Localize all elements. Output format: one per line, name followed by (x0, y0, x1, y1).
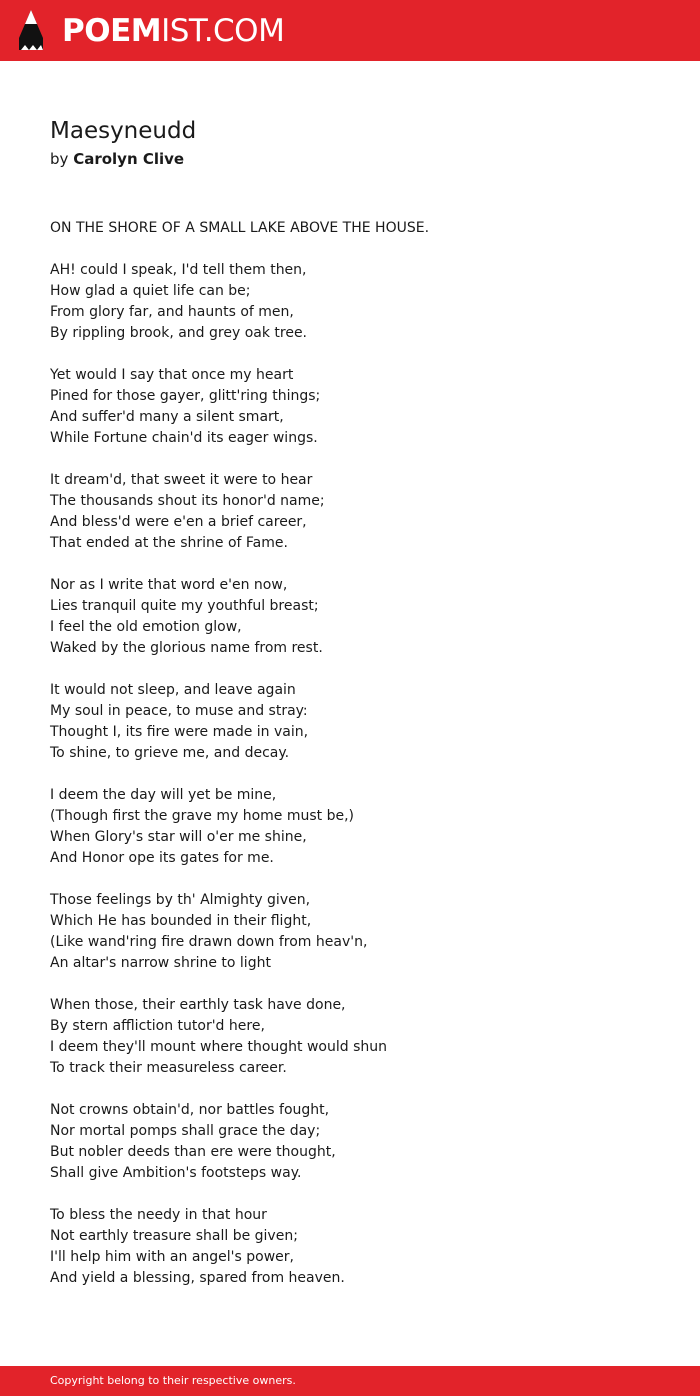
poem-line: Yet would I say that once my heart (50, 367, 294, 383)
logo-bold: POEM (62, 13, 162, 49)
stanza (50, 1205, 650, 1289)
poem-line: By rippling brook, and grey oak tree. (50, 325, 308, 341)
stanza (50, 890, 650, 974)
poem-line: Not earthly treasure shall be given; (50, 1228, 298, 1244)
copyright-notice: Copyright belong to their respective owners. (50, 1374, 296, 1387)
poem-title: Maesyneudd (50, 118, 197, 144)
poem-line: And suffer'd many a silent smart, (50, 409, 284, 425)
poem-line: I feel the old emotion glow, (50, 619, 242, 635)
poem-line: Nor as I write that word e'en now, (50, 577, 288, 593)
poem-line: By stern affliction tutor'd here, (50, 1018, 265, 1034)
stanza (50, 1100, 650, 1184)
poem-line: Pined for those gayer, glitt'ring things; (50, 388, 321, 404)
byline (50, 148, 184, 170)
poem-line: (Though first the grave my home must be,) (50, 808, 355, 824)
poem-line: Waked by the glorious name from rest. (50, 640, 323, 656)
poem-line: Lies tranquil quite my youthful breast; (50, 598, 319, 614)
poem-line: I'll help him with an angel's power, (50, 1249, 294, 1265)
poem-line: Which He has bounded in their flight, (50, 913, 312, 929)
poem-line: (Like wand'ring fire drawn down from heav'n, (50, 934, 368, 950)
poem-line: When those, their earthly task have done, (50, 997, 346, 1013)
poem-line: And yield a blessing, spared from heaven. (50, 1270, 345, 1286)
poem-line: How glad a quiet life can be; (50, 283, 251, 299)
poem-line: That ended at the shrine of Fame. (50, 535, 288, 551)
poem-subtitle: ON THE SHORE OF A SMALL LAKE ABOVE THE HOUSE. (50, 220, 430, 236)
stanza (50, 470, 650, 554)
poem-line: It would not sleep, and leave again (50, 682, 296, 698)
poem-line: Nor mortal pomps shall grace the day; (50, 1123, 321, 1139)
poem-line: It dream'd, that sweet it were to hear (50, 472, 313, 488)
stanza (50, 575, 650, 659)
stanza (50, 995, 650, 1079)
poem-line: To shine, to grieve me, and decay. (50, 745, 290, 761)
poem-line: Thought I, its fire were made in vain, (50, 724, 309, 740)
poem-line: Shall give Ambition's footsteps way. (50, 1165, 302, 1181)
poem-body (50, 218, 650, 1310)
poem-line: But nobler deeds than ere were thought, (50, 1144, 336, 1160)
poem-line: My soul in peace, to muse and stray: (50, 703, 308, 719)
site-header (0, 0, 700, 61)
poem-line: The thousands shout its honor'd name; (50, 493, 325, 509)
poem-line: When Glory's star will o'er me shine, (50, 829, 307, 845)
poem-line: To track their measureless career. (50, 1060, 287, 1076)
poem-line: Not crowns obtain'd, nor battles fought, (50, 1102, 330, 1118)
site-logo[interactable] (62, 11, 284, 51)
author-name: Carolyn Clive (73, 150, 185, 168)
poem-line: From glory far, and haunts of men, (50, 304, 294, 320)
stanza (50, 785, 650, 869)
poem-line: And Honor ope its gates for me. (50, 850, 274, 866)
poem-line: AH! could I speak, I'd tell them then, (50, 262, 307, 278)
stanza (50, 680, 650, 764)
poem-line: An altar's narrow shrine to light (50, 955, 271, 971)
poem-line: I deem they'll mount where thought would shun (50, 1039, 387, 1055)
poem-line: And bless'd were e'en a brief career, (50, 514, 307, 530)
pencil-tip-icon[interactable] (17, 8, 45, 52)
site-footer (0, 1366, 700, 1396)
stanza (50, 260, 650, 344)
poem-line: I deem the day will yet be mine, (50, 787, 277, 803)
by-label: by (50, 150, 69, 168)
poem-line: To bless the needy in that hour (50, 1207, 267, 1223)
poem-line: Those feelings by th' Almighty given, (50, 892, 311, 908)
logo-light: IST.COM (161, 13, 285, 49)
stanza (50, 365, 650, 449)
poem-line: While Fortune chain'd its eager wings. (50, 430, 318, 446)
